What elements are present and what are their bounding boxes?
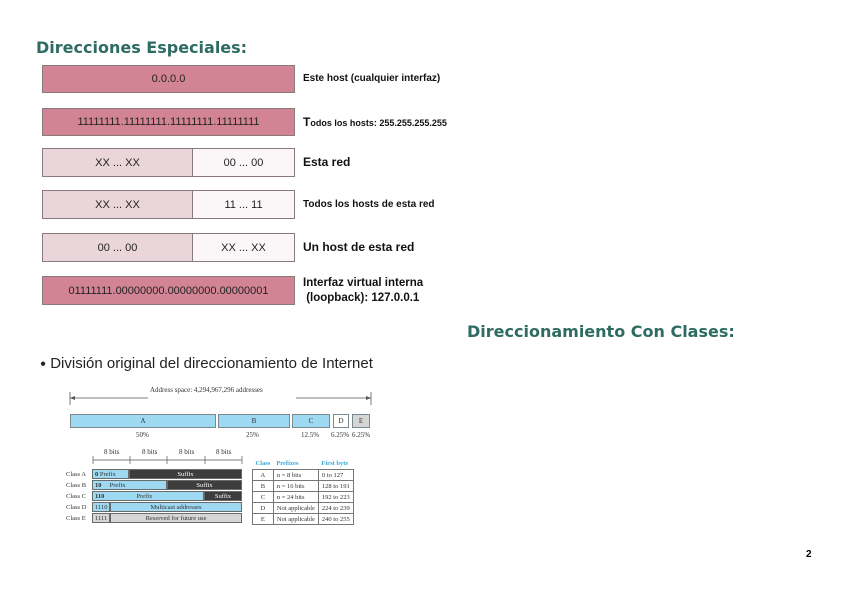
pct-class-e: 6.25% [352, 431, 371, 439]
segment-class-c: C [292, 414, 330, 428]
class-reserved: Reserved for future use [110, 513, 242, 523]
table-cell: 192 to 223 [318, 492, 353, 503]
address-space-arrow [68, 392, 374, 406]
desc-this-host: Este host (cualquier interfaz) [303, 73, 441, 84]
class-name: Class A [66, 470, 87, 478]
address-box-broadcast: 11111111.11111111.11111111.11111111 [42, 108, 295, 136]
address-space-label: Address space: 4,294,967,296 addresses [150, 386, 263, 394]
table-cell: 128 to 191 [318, 481, 353, 492]
desc-loopback-line2: (loopback): 127.0.0.1 [303, 292, 420, 304]
segment-class-d: D [333, 414, 349, 428]
table-header: Prefixes [276, 460, 299, 467]
address-box-net-part: XX ... XX [42, 190, 193, 219]
desc-broadcast-rest: odos los hosts: 255.255.255.255 [310, 118, 447, 128]
class-prefix [92, 469, 129, 479]
table-cell: n = 24 bits [273, 492, 318, 503]
desc-loopback-line1: Interfaz virtual interna [303, 277, 424, 289]
table-cell: B [253, 481, 274, 492]
address-box-host-part: XX ... XX [192, 233, 295, 262]
table-row [253, 470, 354, 481]
table-cell: n = 16 bits [273, 481, 318, 492]
segment-class-e: E [352, 414, 370, 428]
table-cell: C [253, 492, 274, 503]
class-name: Class D [66, 503, 87, 511]
table-row [253, 492, 354, 503]
table-cell: 240 to 255 [318, 514, 353, 525]
bullet-icon: ● [40, 358, 47, 370]
table-cell: D [253, 503, 274, 514]
address-box-net-part: XX ... XX [42, 148, 193, 177]
table-cell: n = 8 bits [273, 470, 318, 481]
table-cell: Not applicable [273, 514, 318, 525]
class-lead: 1110 [92, 502, 110, 512]
address-box-loopback: 01111111.00000000.00000000.00000001 [42, 276, 295, 305]
prefix-label: Prefix [109, 481, 126, 489]
special-addresses-title: Direcciones Especiales: [36, 38, 248, 57]
table-header: First byte [321, 460, 349, 467]
bits-label: 8 bits [142, 448, 158, 456]
page-number: 2 [806, 549, 812, 560]
bits-ruler [92, 455, 244, 465]
class-prefix [92, 480, 167, 490]
bits-label: 8 bits [179, 448, 195, 456]
prefix-label: Prefix [136, 492, 153, 500]
class-lead: 10 [95, 481, 102, 489]
bullet-text: División original del direccionamiento de Internet [50, 355, 373, 372]
table-cell: 224 to 239 [318, 503, 353, 514]
table-cell: 0 to 127 [318, 470, 353, 481]
address-box-host-part: 00 ... 00 [192, 148, 295, 177]
class-suffix: Suffix [129, 469, 242, 479]
desc-broadcast-initial: T [303, 115, 311, 129]
class-row-e [64, 513, 242, 523]
class-row-b [64, 480, 242, 490]
class-name: Class B [66, 481, 87, 489]
pct-class-b: 25% [246, 431, 259, 439]
class-lead: 0 [95, 470, 99, 478]
table-row [253, 514, 354, 525]
desc-host-this-network: Un host de esta red [303, 240, 415, 254]
class-suffix: Suffix [167, 480, 242, 490]
segment-class-a: A [70, 414, 216, 428]
table-row [253, 503, 354, 514]
table-row [253, 481, 354, 492]
class-prefix [92, 491, 204, 501]
class-row-c [64, 491, 242, 501]
class-name: Class E [66, 514, 86, 522]
table-cell: A [253, 470, 274, 481]
address-box-host-part: 11 ... 11 [192, 190, 295, 219]
class-lead: 1111 [92, 513, 110, 523]
bits-label: 8 bits [216, 448, 232, 456]
desc-this-network: Esta red [303, 155, 351, 169]
desc-all-hosts-network: Todos los hosts de esta red [303, 199, 435, 210]
table-cell: Not applicable [273, 503, 318, 514]
classful-addressing-title: Direccionamiento Con Clases: [467, 322, 735, 341]
table-header-row [253, 458, 354, 470]
class-suffix: Suffix [204, 491, 242, 501]
class-lead: 110 [95, 492, 105, 500]
segment-class-b: B [218, 414, 290, 428]
class-row-a [64, 469, 242, 479]
prefix-label: Prefix [99, 470, 116, 478]
class-multicast: Multicast addresses [110, 502, 242, 512]
bits-label: 8 bits [104, 448, 120, 456]
address-box-net-part: 00 ... 00 [42, 233, 193, 262]
class-table [252, 458, 354, 525]
table-header: Class [255, 460, 271, 467]
pct-class-c: 12.5% [301, 431, 320, 439]
class-row-d [64, 502, 242, 512]
pct-class-d: 6.25% [331, 431, 350, 439]
class-name: Class C [66, 492, 87, 500]
address-box-this-host: 0.0.0.0 [42, 65, 295, 93]
table-cell: E [253, 514, 274, 525]
pct-class-a: 50% [136, 431, 149, 439]
